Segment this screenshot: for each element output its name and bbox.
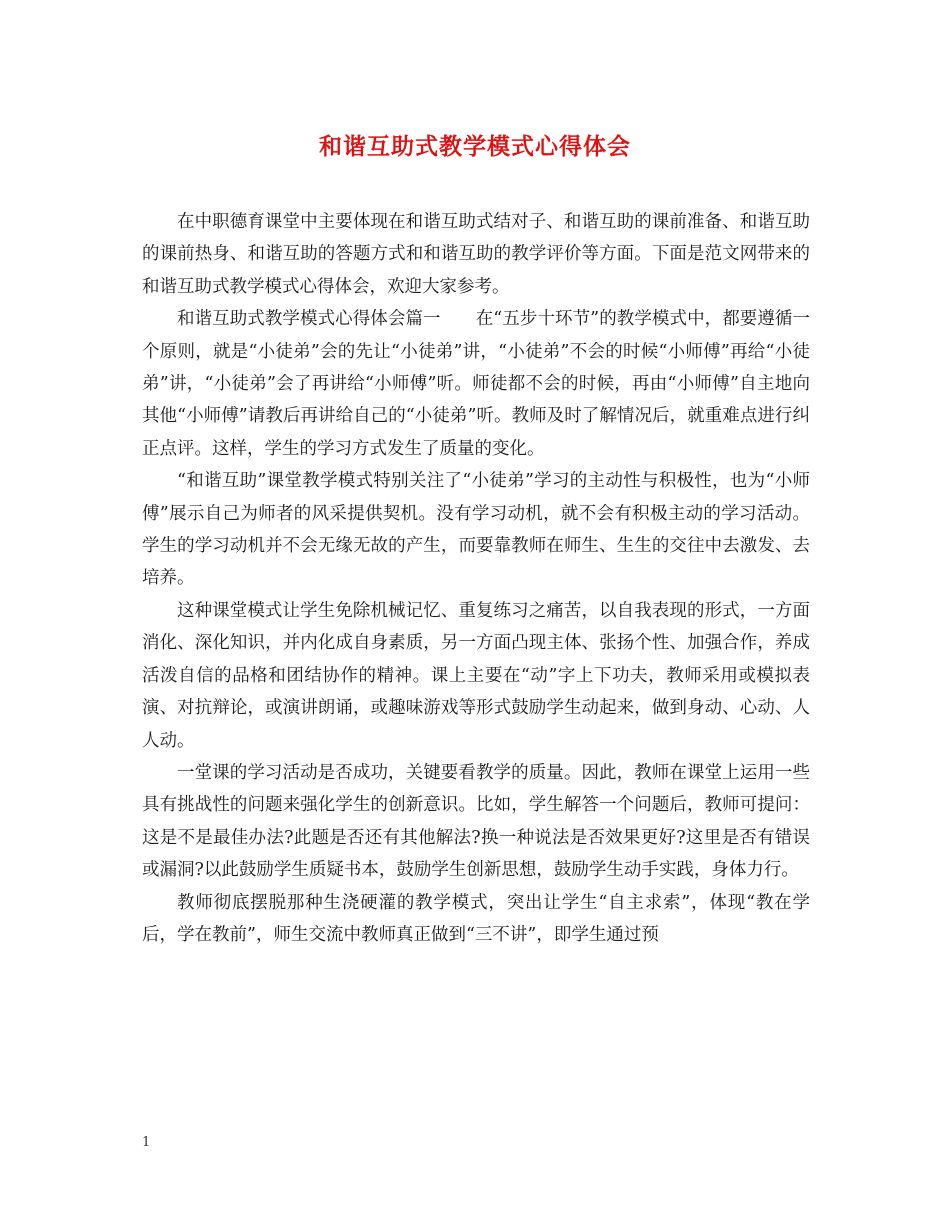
paragraph-teacher: 教师彻底摆脱那种生浇硬灌的教学模式，突出让学生“自主求索”，体现“教在学后，学在教前”，师生交流中教师真正做到“三不讲”，即学生通过预 xyxy=(142,892,810,945)
paragraph-quality: 一堂课的学习活动是否成功，关键要看教学的质量。因此，教师在课堂上运用一些具有挑战性的问题来强化学生的创新意识。比如，学生解答一个问题后，教师可提问：这是不是最佳办法?此题是否还有其他解法?换一种说法是否效果更好?这里是否有错误或漏洞?以此鼓励学生质疑书本，鼓励学生创新思想，鼓励学生动手实践，身体力行。 xyxy=(142,762,810,881)
paragraph-intro: 在中职德育课堂中主要体现在和谐互助式结对子、和谐互助的课前准备、和谐互助的课前热身、和谐互助的答题方式和和谐互助的教学评价等方面。下面是范文网带来的和谐互助式教学模式心得体会，欢迎大家参考。 xyxy=(142,212,810,297)
document-body xyxy=(142,206,810,951)
paragraph-part-one: 和谐互助式教学模式心得体会篇一 在“五步十环节”的教学模式中，都要遵循一个原则，就是“小徒弟”会的先让“小徒弟”讲，“小徒弟”不会的时候“小师傅”再给“小徒弟”讲，“小徒弟”会了再讲给“小师傅”听。师徒都不会的时候，再由“小师傅”自主地向其他“小师傅”请教后再讲给自己的“小徒弟”听。教师及时了解情况后，就重难点进行纠正点评。这样，学生的学习方式发生了质量的变化。 xyxy=(142,309,810,459)
paragraph-classroom-mode: 这种课堂模式让学生免除机械记忆、重复练习之痛苦，以自我表现的形式，一方面消化、深化知识，并内化成自身素质，另一方面凸现主体、张扬个性、加强合作，养成活泼自信的品格和团结协作的精神。课上主要在“动”字上下功夫，教师采用或模拟表演、对抗辩论，或演讲朗诵，或趣味游戏等形式鼓励学生动起来，做到身动、心动、人人动。 xyxy=(142,600,810,751)
paragraph-motivation: “和谐互助”课堂教学模式特别关注了“小徒弟”学习的主动性与积极性，也为“小师傅”展示自己为师者的风采提供契机。没有学习动机，就不会有积极主动的学习活动。学生的学习动机并不会无缘无故的产生，而要靠教师在师生、生生的交往中去激发、去培养。 xyxy=(142,471,810,589)
document-title: 和谐互助式教学模式心得体会 xyxy=(319,133,631,160)
page-number: 1 xyxy=(142,1135,151,1150)
